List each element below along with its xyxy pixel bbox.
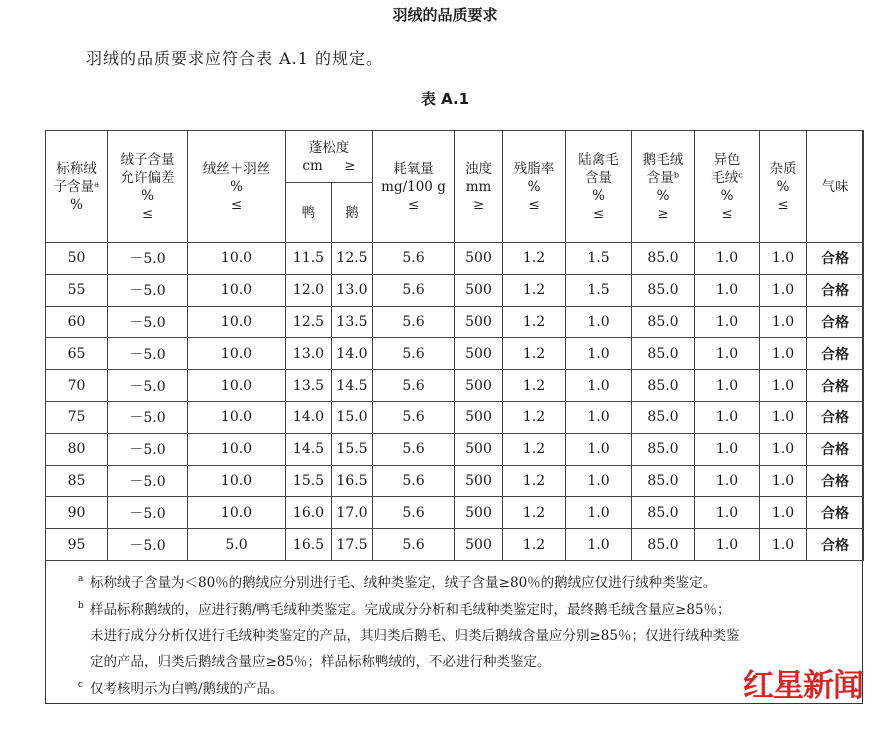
cell-fill-power-goose: 15.5 [332, 433, 373, 465]
table-body [46, 243, 864, 561]
cell-off-colour: 1.0 [695, 274, 760, 306]
cell-odour: 合格 [807, 243, 864, 275]
cell-fill-power-duck: 16.5 [286, 529, 332, 561]
cell-deviation: －5.0 [108, 497, 188, 529]
table-row [46, 401, 864, 433]
cell-impurity: 1.0 [760, 433, 807, 465]
cell-goose-down-content: 85.0 [632, 433, 695, 465]
cell-deviation: －5.0 [108, 243, 188, 275]
cell-turbidity: 500 [455, 497, 503, 529]
cell-impurity: 1.0 [760, 306, 807, 338]
cell-odour: 合格 [807, 497, 864, 529]
cell-turbidity: 500 [455, 274, 503, 306]
table-row [46, 529, 864, 561]
cell-impurity: 1.0 [760, 529, 807, 561]
cell-odour: 合格 [807, 306, 864, 338]
cell-goose-down-content: 85.0 [632, 529, 695, 561]
cell-fill-power-duck: 14.0 [286, 401, 332, 433]
cell-goose-down-content: 85.0 [632, 306, 695, 338]
cell-nominal-content: 75 [46, 401, 108, 433]
cell-residual-fat: 1.2 [503, 370, 566, 402]
cell-goose-down-content: 85.0 [632, 243, 695, 275]
cell-fill-power-goose: 15.0 [332, 401, 373, 433]
cell-fill-power-duck: 16.0 [286, 497, 332, 529]
cell-deviation: －5.0 [108, 338, 188, 370]
cell-oxygen-number: 5.6 [373, 370, 455, 402]
cell-off-colour: 1.0 [695, 370, 760, 402]
cell-deviation: －5.0 [108, 465, 188, 497]
cell-off-colour: 1.0 [695, 243, 760, 275]
cell-deviation: －5.0 [108, 306, 188, 338]
cell-fill-power-goose: 16.5 [332, 465, 373, 497]
header-impurity: 杂质 % ≤ [760, 131, 807, 243]
cell-landfowl-feather: 1.0 [566, 465, 632, 497]
cell-oxygen-number: 5.6 [373, 401, 455, 433]
cell-nominal-content: 50 [46, 243, 108, 275]
cell-fibre: 5.0 [188, 529, 286, 561]
cell-oxygen-number: 5.6 [373, 465, 455, 497]
cell-landfowl-feather: 1.0 [566, 338, 632, 370]
cell-deviation: －5.0 [108, 274, 188, 306]
cell-impurity: 1.0 [760, 243, 807, 275]
cell-odour: 合格 [807, 529, 864, 561]
cell-residual-fat: 1.2 [503, 529, 566, 561]
header-oxygen-number: 耗氧量 mg/100 g ≤ [373, 131, 455, 243]
cell-nominal-content: 85 [46, 465, 108, 497]
cell-fill-power-goose: 12.5 [332, 243, 373, 275]
cell-nominal-content: 55 [46, 274, 108, 306]
cell-residual-fat: 1.2 [503, 306, 566, 338]
cell-fill-power-goose: 13.0 [332, 274, 373, 306]
table-caption: 表 A.1 [420, 90, 470, 108]
cell-goose-down-content: 85.0 [632, 465, 695, 497]
table-row [46, 497, 864, 529]
cell-odour: 合格 [807, 401, 864, 433]
header-down-content-deviation: 绒子含量 允许偏差 % ≤ [108, 131, 188, 243]
cell-residual-fat: 1.2 [503, 338, 566, 370]
cell-fibre: 10.0 [188, 401, 286, 433]
table-row [46, 370, 864, 402]
cell-impurity: 1.0 [760, 465, 807, 497]
table-row [46, 274, 864, 306]
cell-residual-fat: 1.2 [503, 274, 566, 306]
cell-fibre: 10.0 [188, 338, 286, 370]
cell-turbidity: 500 [455, 401, 503, 433]
cell-impurity: 1.0 [760, 338, 807, 370]
header-landfowl-feather: 陆禽毛 含量 % ≤ [566, 131, 632, 243]
cell-off-colour: 1.0 [695, 338, 760, 370]
cell-odour: 合格 [807, 370, 864, 402]
cell-deviation: －5.0 [108, 401, 188, 433]
cell-goose-down-content: 85.0 [632, 338, 695, 370]
cell-turbidity: 500 [455, 465, 503, 497]
cell-fill-power-goose: 14.0 [332, 338, 373, 370]
cell-landfowl-feather: 1.0 [566, 433, 632, 465]
cell-fibre: 10.0 [188, 370, 286, 402]
cell-impurity: 1.0 [760, 370, 807, 402]
header-fill-power-duck: 鸭 [286, 183, 332, 243]
cell-off-colour: 1.0 [695, 433, 760, 465]
header-residual-fat: 残脂率 % ≤ [503, 131, 566, 243]
header-fibre: 绒丝＋羽丝 % ≤ [188, 131, 286, 243]
cell-residual-fat: 1.2 [503, 401, 566, 433]
cell-odour: 合格 [807, 338, 864, 370]
cell-fibre: 10.0 [188, 433, 286, 465]
header-turbidity: 浊度 mm ≥ [455, 131, 503, 243]
cell-fibre: 10.0 [188, 497, 286, 529]
cell-turbidity: 500 [455, 243, 503, 275]
cell-impurity: 1.0 [760, 497, 807, 529]
cell-residual-fat: 1.2 [503, 497, 566, 529]
cell-fill-power-duck: 11.5 [286, 243, 332, 275]
cell-fill-power-goose: 14.5 [332, 370, 373, 402]
cell-landfowl-feather: 1.0 [566, 497, 632, 529]
cell-deviation: －5.0 [108, 529, 188, 561]
cell-odour: 合格 [807, 274, 864, 306]
cell-oxygen-number: 5.6 [373, 529, 455, 561]
cell-odour: 合格 [807, 433, 864, 465]
cell-oxygen-number: 5.6 [373, 338, 455, 370]
cell-nominal-content: 60 [46, 306, 108, 338]
cell-fill-power-duck: 13.5 [286, 370, 332, 402]
cell-fill-power-duck: 12.0 [286, 274, 332, 306]
cell-turbidity: 500 [455, 306, 503, 338]
cell-fibre: 10.0 [188, 274, 286, 306]
cell-impurity: 1.0 [760, 401, 807, 433]
cell-fibre: 10.0 [188, 243, 286, 275]
cell-landfowl-feather: 1.0 [566, 370, 632, 402]
cell-goose-down-content: 85.0 [632, 497, 695, 529]
quality-table [45, 130, 864, 561]
cell-nominal-content: 90 [46, 497, 108, 529]
cell-goose-down-content: 85.0 [632, 401, 695, 433]
table-row [46, 243, 864, 275]
section-title: 羽绒的品质要求 [392, 6, 498, 24]
cell-oxygen-number: 5.6 [373, 433, 455, 465]
intro-paragraph: 羽绒的品质要求应符合表 A.1 的规定。 [86, 49, 383, 68]
cell-off-colour: 1.0 [695, 497, 760, 529]
cell-off-colour: 1.0 [695, 401, 760, 433]
cell-nominal-content: 95 [46, 529, 108, 561]
cell-oxygen-number: 5.6 [373, 274, 455, 306]
cell-fill-power-goose: 13.5 [332, 306, 373, 338]
header-goose-down-content: 鹅毛绒 含量ᵇ % ≥ [632, 131, 695, 243]
cell-oxygen-number: 5.6 [373, 243, 455, 275]
cell-nominal-content: 70 [46, 370, 108, 402]
cell-landfowl-feather: 1.0 [566, 529, 632, 561]
cell-turbidity: 500 [455, 338, 503, 370]
cell-nominal-content: 80 [46, 433, 108, 465]
table-row [46, 465, 864, 497]
header-nominal-down-content: 标称绒 子含量ᵃ % [46, 131, 108, 243]
footnote-c: c 仅考核明示为白鸭/鹅绒的产品。 [78, 680, 284, 697]
cell-goose-down-content: 85.0 [632, 370, 695, 402]
cell-landfowl-feather: 1.5 [566, 243, 632, 275]
header-fill-power: 蓬松度 cm ≥ [286, 131, 373, 183]
cell-residual-fat: 1.2 [503, 243, 566, 275]
table-row [46, 338, 864, 370]
cell-off-colour: 1.0 [695, 529, 760, 561]
cell-fill-power-goose: 17.5 [332, 529, 373, 561]
cell-fill-power-duck: 14.5 [286, 433, 332, 465]
header-odour: 气味 [807, 131, 864, 243]
cell-nominal-content: 65 [46, 338, 108, 370]
cell-fill-power-duck: 13.0 [286, 338, 332, 370]
table-row [46, 433, 864, 465]
cell-off-colour: 1.0 [695, 306, 760, 338]
footnote-b: b 样品标称鹅绒的，应进行鹅/鸭毛绒种类鉴定。完成成分分析和毛绒种类鉴定时，最终鹅毛绒含量应≥85％； 未进行成分分析仅进行毛绒种类鉴定的产品，其归类后鹅毛、归类后鹅绒含量应分别≥85％；仅进行绒种类鉴 定的产品，归类后鹅绒含量应≥85％；样品标称鸭绒的，不必进行种类鉴定。 [78, 601, 740, 670]
cell-deviation: －5.0 [108, 370, 188, 402]
cell-fibre: 10.0 [188, 465, 286, 497]
cell-oxygen-number: 5.6 [373, 306, 455, 338]
header-off-colour: 异色 毛绒ᶜ % ≤ [695, 131, 760, 243]
footnote-a: a 标称绒子含量为＜80％的鹅绒应分别进行毛、绒种类鉴定，绒子含量≥80％的鹅绒应仅进行绒种类鉴定。 [78, 574, 717, 591]
cell-fill-power-duck: 12.5 [286, 306, 332, 338]
cell-fill-power-duck: 15.5 [286, 465, 332, 497]
cell-deviation: －5.0 [108, 433, 188, 465]
table-row [46, 306, 864, 338]
watermark-text: 红星新闻 [743, 668, 863, 704]
cell-turbidity: 500 [455, 370, 503, 402]
cell-residual-fat: 1.2 [503, 465, 566, 497]
cell-turbidity: 500 [455, 433, 503, 465]
cell-oxygen-number: 5.6 [373, 497, 455, 529]
cell-fibre: 10.0 [188, 306, 286, 338]
watermark-logo [743, 660, 883, 722]
cell-impurity: 1.0 [760, 274, 807, 306]
header-fill-power-goose: 鹅 [332, 183, 373, 243]
cell-residual-fat: 1.2 [503, 433, 566, 465]
cell-off-colour: 1.0 [695, 465, 760, 497]
cell-landfowl-feather: 1.5 [566, 274, 632, 306]
cell-landfowl-feather: 1.0 [566, 401, 632, 433]
cell-turbidity: 500 [455, 529, 503, 561]
cell-goose-down-content: 85.0 [632, 274, 695, 306]
cell-fill-power-goose: 17.0 [332, 497, 373, 529]
cell-odour: 合格 [807, 465, 864, 497]
cell-landfowl-feather: 1.0 [566, 306, 632, 338]
